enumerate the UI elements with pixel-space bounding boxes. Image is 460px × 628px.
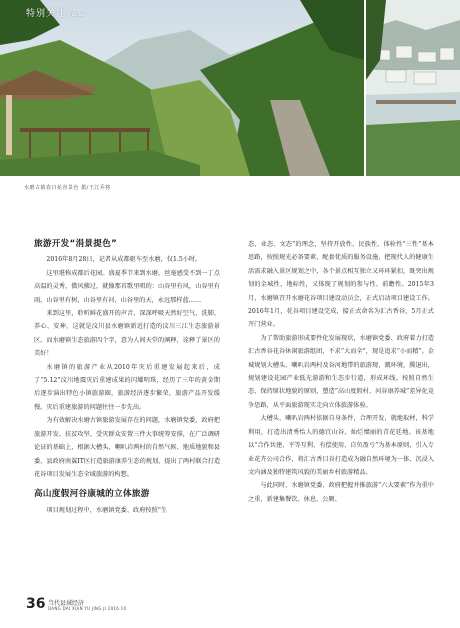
paragraph: 水磨镇的旅游产业从2010年灾后重建发展起来后，成了“5.12”汶川地震灾后重建成果的闪耀明珠，经历了三年的黄金期后逐步演出特色小镇旅游圈，旅游经济逐步繁荣，旅游产品开发缓慢。灾后重建旅游的问题往往一步先出。	[34, 363, 220, 411]
article-column-right	[248, 238, 434, 506]
magazine-title: 当代县域经济	[48, 600, 85, 607]
paragraph: 来到这里，聆听鲜花盛开的声音，深深呼吸天然好空气，洗肺、养心、安神，这就是汶川县水磨镇新近打造的汶川三江生态旅游景区。而水磨镇生态旅游四个字，意为人间天堂的阐释，诠释了景区的美好！	[34, 310, 220, 358]
article-column-left	[34, 238, 220, 517]
photo-caption: 水磨古镇春日花谷景色 摄/王江乔将	[24, 185, 111, 191]
paragraph: 为有效解决水磨古镇旅游发展存在的问题，水磨镇党委、政府把旅游开发、扶贫攻坚、受灾群众安置三件大事统筹安排，在广泛调研论证的基础上，根据大槽头、喇叭岩两村的自然气候、地质地貌和县委、县政府南翼IT区打造旅游康养生态的规划，提出了两村联合打造花谷项目发展生态全域旅游的构想。	[34, 417, 221, 478]
paragraph: 与此同时，水磨镇党委、政府把握并推旅游“六大要素”作为重中之重，新建集餐饮、休息、公厕、	[248, 482, 434, 503]
section-tag	[26, 6, 85, 19]
paragraph: 态、业态、文态”的理念，坚持开放性、民族性、体验性“三性”基本思路，按照规光必备要素，配套优质的服务设施，把现代人的健康生活需求融入景区规划之中，各个景点相互独立又环环紧扣，既突出规划的金城性、地标性，又体现了规划的参与性、前瞻性。2015年3月，水磨镇召开水磨花谷项目建设动员会，正式启动项目建设工作。2016年1月，花谷项目建设完成，接正式命名为汇古香谷，5月正式开门营业。	[248, 241, 434, 329]
paragraph: 大槽头、喇叭岩两村依据自身条件，合理开发，就地取材，科学利用，打造出清秀怡人的德宜山谷，灿烂糜丽的青花廷地。该基地以“合作共建、平等互利、有偿使用、自负盈亏”为基本原则，引入专业花卉公司合作，将汇古香目谷打造成为融自然环境为一体、沉浸入文内涵及独特建筑风貌的美丽乡村旅游精品。	[248, 415, 434, 476]
article-heading-1: 旅游开发“涓景提色”	[34, 239, 118, 249]
section-tag-cn: 特别关注	[26, 9, 67, 19]
header-photo-strip	[0, 0, 460, 176]
article-heading-2: 高山度假河谷康城的立体旅游	[34, 489, 150, 500]
section-tag-en: Focus	[68, 11, 86, 18]
paragraph: 项目规划过程中，水磨镇党委、政府按照“生	[46, 506, 168, 514]
paragraph: 这里堪称成都后花园。盛夏季节来到水磨，丝毫感受不到一丁点高温的灵秀，微风拂过，就像那首歌里唱的：山谷里有风，山谷里有雨，山谷里有树，山谷里有河，山谷里的天，永远那样蓝……	[34, 269, 220, 304]
paragraph: 2016年8月28日，记者从成都驱车至水磨，仅1.5小时。	[46, 256, 202, 264]
town-river-photo	[366, 0, 460, 176]
mountain-valley-photo	[0, 0, 364, 176]
paragraph: 为了帮助旅游形成要件化发展现状，水磨镇党委、政府着力打造汇古香谷花谷休闲旅游组团，不求“大而全”，现是追求“小而精”。金城规划大槽头、喇叭岩两村及谷河地带的旅游现、溉环境，腾退出，规划建设花园产业低光游游和生态步行道，形成环线。按照自然生态、保持原状地貌的原则，塑造“高山度假村、河谷康养城”差异化竞争思路，从平面旅游现实走向立体旅游体验。	[248, 334, 434, 409]
magazine-issue: DANG DAI XIAN YU JING JI 2016.10	[48, 606, 127, 611]
page-number: 36	[26, 596, 46, 612]
